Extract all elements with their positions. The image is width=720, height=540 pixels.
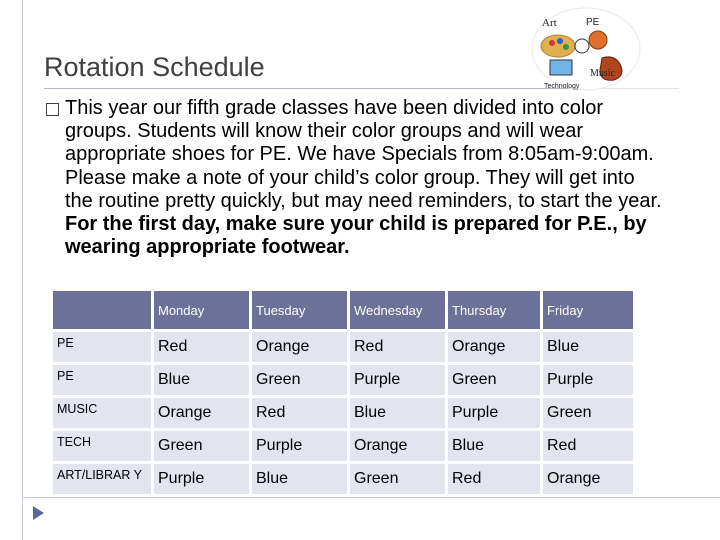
header-cell-thursday: Thursday [448,291,540,329]
table-cell: Orange [154,398,249,428]
header-cell-wednesday: Wednesday [350,291,445,329]
paint-dot-red [549,40,555,46]
row-label: PE [53,332,151,362]
paint-dot-blue [557,38,563,44]
header-cell-tuesday: Tuesday [252,291,347,329]
paragraph-bold-text: For the first day, make sure your child is prepared for P.E., by wearing appropriate footwear. [65,213,647,259]
table-cell: Blue [543,332,633,362]
table-cell: Orange [448,332,540,362]
computer-icon [550,60,572,75]
basketball-icon [589,31,607,49]
table-row [53,398,633,428]
title-underline [44,88,569,89]
row-label: TECH [53,431,151,461]
paint-dot-green [563,44,569,50]
table-cell: Purple [448,398,540,428]
rotation-schedule-table [50,288,636,497]
table-row [53,332,633,362]
table-header-row [53,291,633,329]
table-cell: Red [543,431,633,461]
paragraph-text: year our fifth grade classes have been divided into color groups. Students will know their color groups and will wear appropriate shoes for PE. We have Specials from 8:05am-9:00am. Please make a note of your child’s color group. They will get into the routine pretty quickly, but may need reminders, to start the year. [65,97,662,212]
table-cell: Red [448,464,540,494]
row-label: MUSIC [53,398,151,428]
table-cell: Blue [252,464,347,494]
table-row [53,464,633,494]
header-cell-corner [53,291,151,329]
slide-nav-arrow-icon [33,506,44,520]
table-cell: Green [252,365,347,395]
palette-icon [541,35,575,57]
table-cell: Purple [350,365,445,395]
table-cell: Green [350,464,445,494]
logo-label-technology: Technology [544,83,580,90]
table-cell: Green [154,431,249,461]
intro-paragraph [65,97,665,259]
table-cell: Blue [448,431,540,461]
logo-label-music: Music [590,68,615,79]
table-cell: Blue [350,398,445,428]
table-cell: Orange [350,431,445,461]
table-cell: Blue [154,365,249,395]
specials-logo [530,6,642,92]
table-cell: Orange [252,332,347,362]
table-row [53,431,633,461]
row-label: PE [53,365,151,395]
left-rule-line [22,0,23,540]
header-cell-monday: Monday [154,291,249,329]
paragraph-first-word: This [65,97,103,119]
bottom-rule-line [22,497,720,498]
table-cell: Green [448,365,540,395]
header-cell-friday: Friday [543,291,633,329]
table-cell: Orange [543,464,633,494]
logo-label-art: Art [542,17,557,29]
table-cell: Red [252,398,347,428]
soccer-ball-icon [575,39,589,53]
bullet-marker-icon [46,103,59,116]
row-label: ART/LIBRAR Y [53,464,151,494]
table-cell: Green [543,398,633,428]
table-cell: Purple [154,464,249,494]
table-cell: Red [350,332,445,362]
table-cell: Red [154,332,249,362]
table-cell: Purple [543,365,633,395]
logo-label-pe: PE [586,17,600,28]
page-title: Rotation Schedule [44,52,265,82]
table-row [53,365,633,395]
table-cell: Purple [252,431,347,461]
